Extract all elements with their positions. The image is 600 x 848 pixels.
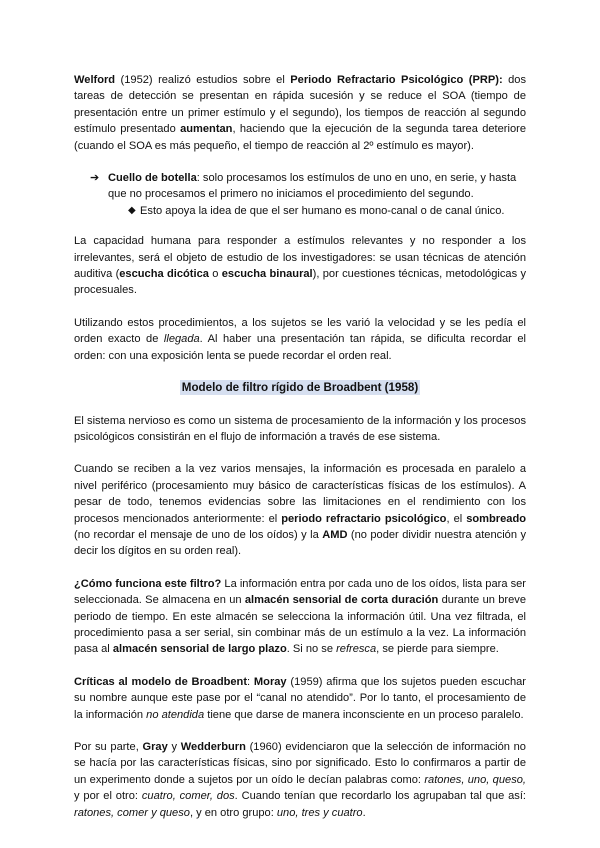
example-words: ratones, comer y queso: [74, 806, 190, 819]
text: La información entra por cada uno de los oídos, lista para ser seleccionada. Se almacena en un: [74, 577, 526, 607]
paragraph-como-funciona: [74, 576, 526, 658]
term-amd: AMD: [322, 528, 348, 541]
term-sombreado: sombreado: [466, 512, 527, 525]
text: Cuando se reciben a la vez varios mensajes, la información es procesada en paralelo a nivel periférico (procesamiento muy básico de características físicas de los estímulos). A pesar de todo, tenemos evidencias sobre las limitaciones en el rendimiento con los procesos mencionados anteriormente: el: [74, 463, 526, 525]
list-item: [74, 203, 526, 219]
text: La capacidad humana para responder a estímulos relevantes y no responder a los irrelevantes, será el objeto de estudio de los investigadores: se usan técnicas de atención auditiva (: [74, 235, 526, 281]
section-heading: [74, 380, 526, 396]
term-almacen-corta: almacén sensorial de corta duración: [244, 594, 439, 607]
paragraph-procedimientos: [74, 315, 526, 364]
text: . Al haber una presentación tan rápida, se dificulta recordar el orden: con una exposición lenta se puede recordar el orden real.: [74, 333, 526, 362]
text: .: [362, 806, 366, 819]
term-como-funciona: ¿Cómo funciona este filtro?: [74, 577, 222, 590]
text: , el: [446, 512, 467, 525]
text: . Cuando tenían que recordarlo los agrupaban tal que así:: [234, 790, 526, 803]
author-welford: Welford: [74, 74, 116, 86]
text: (1959) afirma que los sujetos pueden escuchar su nombre aunque este pase por el “canal no atendido”. Por lo tanto, el procesamiento de la información: [74, 675, 526, 721]
example-words: uno, tres y cuatro: [276, 806, 363, 819]
paragraph-mensajes: [74, 461, 526, 559]
arrow-icon: ➔: [90, 172, 100, 185]
heading-text: Modelo de filtro rígido de Broadbent (1958): [181, 381, 419, 395]
paragraph-criticas: [74, 674, 526, 723]
text: tiene que darse de manera inconsciente en un proceso paralelo.: [204, 708, 524, 721]
term-no-atendida: no atendida: [146, 708, 205, 721]
text: Esto apoya la idea de que el ser humano es mono-canal o de canal único.: [140, 204, 505, 217]
bullet-list: [74, 170, 526, 219]
term-llegada: llegada: [163, 333, 200, 346]
list-item: [74, 170, 526, 203]
author-wedderburn: Wedderburn: [180, 741, 246, 753]
diamond-icon: ◆: [128, 204, 136, 216]
text: , se pierde para siempre.: [376, 643, 499, 656]
text: Por su parte,: [74, 741, 143, 753]
term-prp: Periodo Refractario Psicológico (PRP):: [290, 74, 503, 86]
paragraph-sistema-nervioso: El sistema nervioso es como un sistema de procesamiento de la información y los procesos psicológicos consistirán en el flujo de información a través de ese sistema.: [74, 414, 526, 443]
text: , y en otro grupo:: [189, 806, 277, 819]
text: durante un breve periodo de tiempo. En este almacén se selecciona la información útil. Una vez filtrada, el procedimiento pasa a ser serial, sin combinar más de un estímulo a la vez. La información pasa al: [74, 594, 526, 656]
text: ), por cuestiones técnicas, metodológicas y procesuales.: [74, 268, 526, 297]
author-gray: Gray: [142, 741, 168, 753]
text: Utilizando estos procedimientos, a los sujetos se les varió la velocidad y se les pedía el orden exacto de: [74, 316, 526, 346]
text: : solo procesamos los estímulos de uno en uno, en serie, y hasta que no procesamos el primero no iniciamos el procedimiento del segundo.: [108, 172, 517, 201]
term-almacen-largo: almacén sensorial de largo plazo: [112, 643, 287, 656]
text: (1960) evidenciaron que la selección de información no se hacía por las características físicas, sino por significado. Esto lo confirmaros a partir de un experimento donde a sujetos por un oído le decían palabras como:: [74, 741, 526, 786]
paragraph-gray-wedderburn: [74, 739, 526, 821]
term-refresca: refresca: [336, 643, 377, 656]
term-aumentan: aumentan: [180, 123, 233, 136]
text: :: [247, 675, 254, 688]
text: . Si no se: [286, 643, 337, 656]
example-words: cuatro, comer, dos: [141, 790, 235, 803]
paragraph-welford: [74, 72, 526, 154]
term-escucha-binaural: escucha binaural: [221, 268, 313, 281]
author-moray: Moray: [253, 675, 287, 688]
text: (no poder dividir nuestra atención y decir los dígitos en su orden real).: [74, 528, 526, 558]
term-periodo-refractario: periodo refractario psicológico: [281, 512, 447, 525]
text: y: [167, 741, 181, 753]
paragraph-capacidad: [74, 233, 526, 299]
text: y por el otro:: [74, 790, 142, 803]
text: , haciendo que la ejecución de la segunda tarea deteriore (cuando el SOA es más pequeño, el tiempo de reacción al 2º estímulo es mayor).: [74, 123, 526, 152]
text: (1952) realizó estudios sobre el: [115, 74, 291, 86]
term-cuello-de-botella: Cuello de botella: [108, 172, 197, 185]
term-escucha-dicotica: escucha dicótica: [119, 268, 209, 281]
text: (no recordar el mensaje de uno de los oídos) y la: [74, 528, 323, 541]
example-words: ratones, uno, queso,: [424, 773, 526, 786]
text: o: [208, 268, 222, 281]
text: dos tareas de detección se presentan en rápida sucesión y se reduce el SOA (tiempo de presentación entre un primer estímulo y el segundo), los tiempos de reacción al segundo estímulo presentado: [74, 74, 526, 136]
term-criticas: Críticas al modelo de Broadbent: [74, 675, 248, 688]
